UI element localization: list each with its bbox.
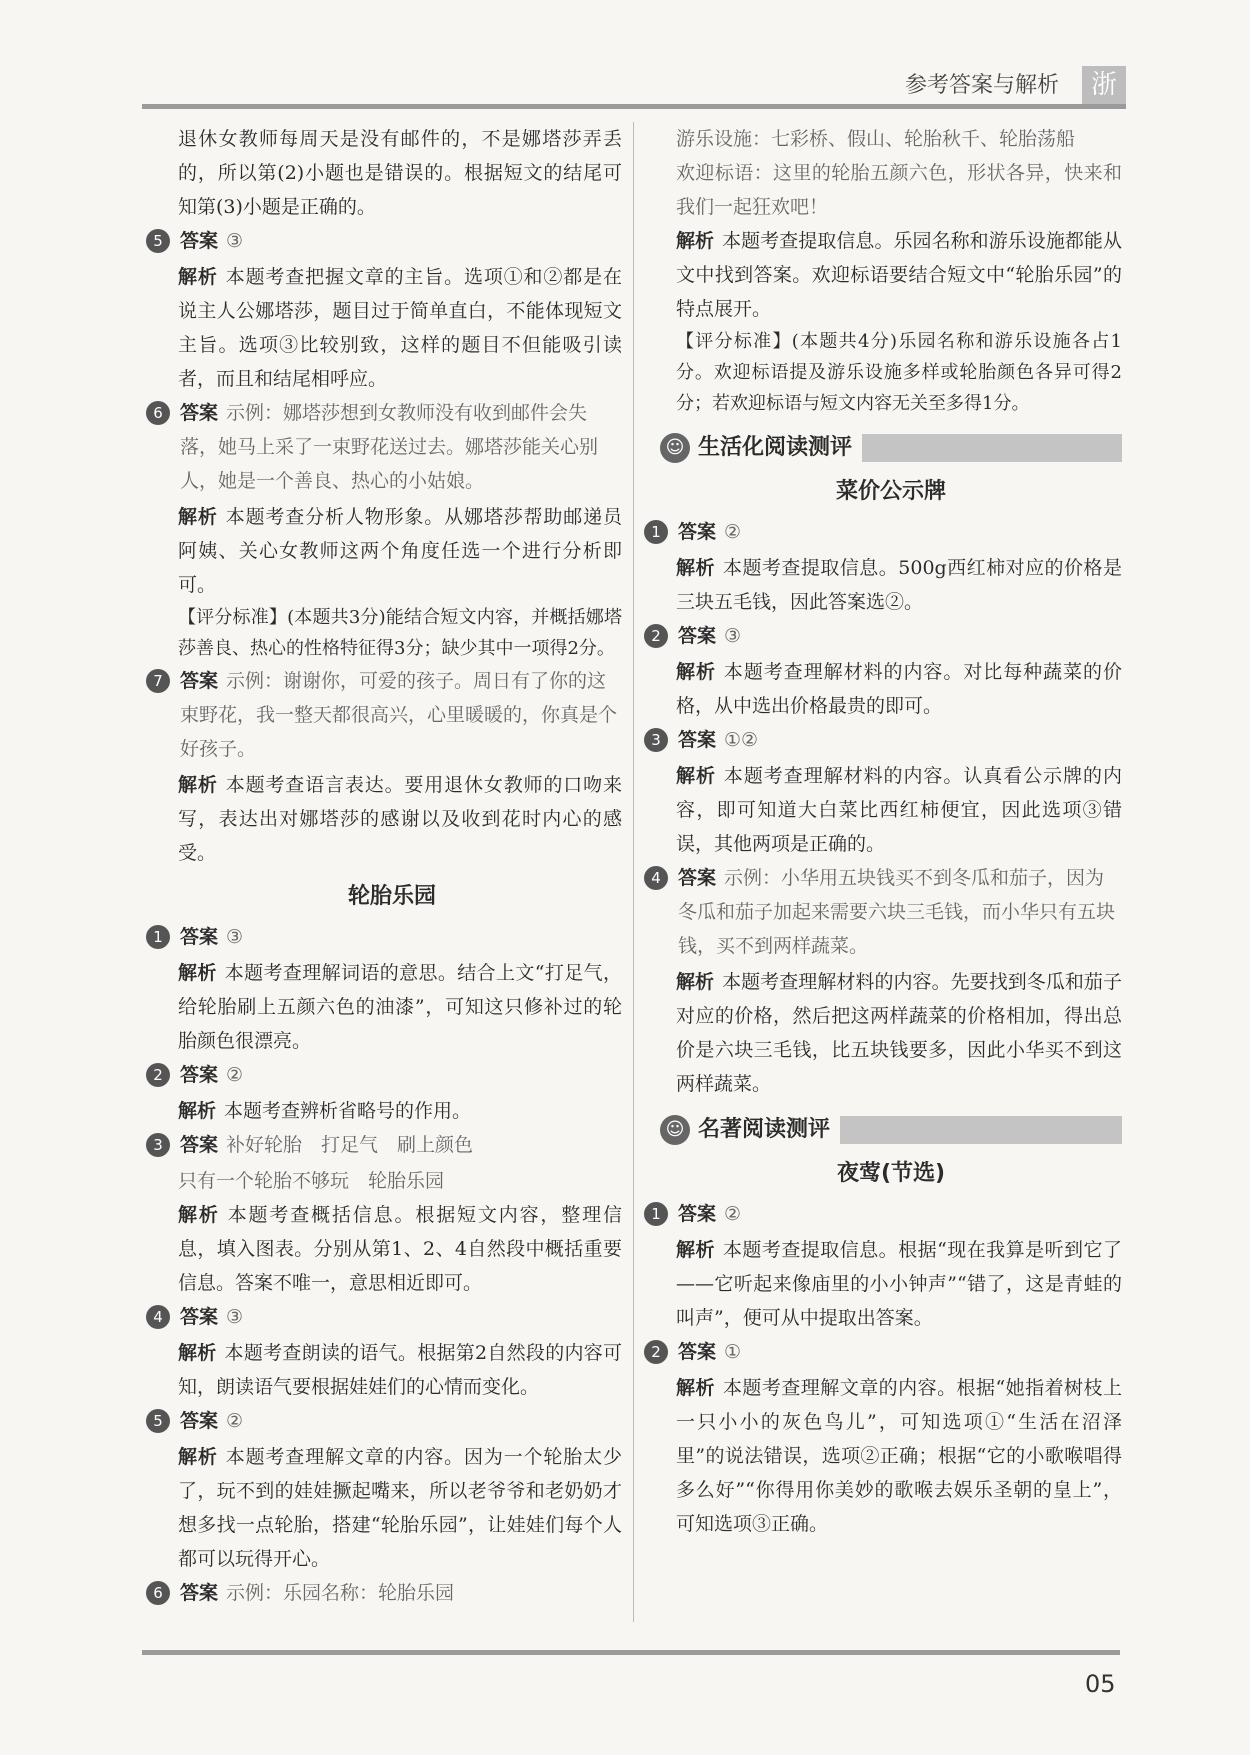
answer-item-s4 (153, 1300, 622, 1334)
answer-text: 示例：谢谢你，可爱的孩子。周日有了你的这束野花，我一整天都很高兴，心里暖暖的，你真是个好孩子。 (180, 670, 618, 760)
answer-item-q7 (153, 664, 622, 766)
answer-item-q5 (153, 224, 622, 258)
analysis-label: 解析 (178, 1342, 217, 1364)
analysis-text: 本题考查理解材料的内容。对比每种蔬菜的价格，从中选出价格最贵的即可。 (676, 661, 1122, 717)
answer-label: 答案 (180, 402, 219, 424)
page-number: 05 (1085, 1670, 1116, 1698)
left-column (153, 122, 622, 1612)
answer-item-c4 (651, 861, 1122, 963)
answer-label: 答案 (180, 926, 219, 948)
banner-title: 生活化阅读测评 (698, 435, 853, 460)
analysis-text: 本题考查提取信息。根据“现在我算是听到它了——它听起来像庙里的小小钟声”“错了，这是青蛙的叫声”，便可从中提取出答案。 (676, 1239, 1122, 1329)
banner-bar (840, 1116, 1122, 1144)
answer-label: 答案 (678, 625, 717, 647)
continued-answer-facilities: 游乐设施：七彩桥、假山、轮胎秋千、轮胎荡船 (676, 128, 1076, 150)
number-badge: 2 (644, 1340, 668, 1364)
number-badge: 6 (146, 1581, 170, 1605)
answer-label: 答案 (180, 1064, 219, 1086)
analysis-label: 解析 (676, 661, 716, 683)
banner-bar (862, 434, 1122, 462)
section-title-nightingale: 夜莺(节选) (836, 1161, 946, 1186)
section-title-price-board: 菜价公示牌 (835, 479, 946, 504)
answer-item-c1 (651, 515, 1122, 549)
answer-text: ② (724, 1203, 742, 1225)
answer-item-q6 (153, 396, 622, 498)
answer-text: 示例：娜塔莎想到女教师没有收到邮件会失落，她马上采了一束野花送过去。娜塔莎能关心别人，她是一个善良、热心的小姑娘。 (180, 402, 599, 492)
analysis-text: 本题考查提取信息。500g西红柿对应的价格是三块五毛钱，因此答案选②。 (676, 557, 1122, 613)
answer-item-s5 (153, 1404, 622, 1438)
answer-label: 答案 (180, 230, 219, 252)
answer-label: 答案 (180, 1306, 219, 1328)
analysis-label: 解析 (178, 1100, 217, 1122)
number-badge: 1 (644, 1202, 668, 1226)
province-badge: 浙 (1082, 66, 1126, 104)
analysis-text: 本题考查理解材料的内容。认真看公示牌的内容，即可知道大白菜比西红柿便宜，因此选项③错误，其他两项是正确的。 (676, 765, 1122, 855)
analysis-text: 本题考查语言表达。要用退休女教师的口吻来写，表达出对娜塔莎的感谢以及收到花时内心的感受。 (178, 774, 622, 864)
answer-text: ③ (724, 625, 742, 647)
analysis-text: 本题考查理解文章的内容。根据“她指着树枝上一只小小的灰色鸟儿”，可知选项①“生活在沼泽里”的说法错误，选项②正确；根据“它的小歌喉唱得多么好”“你得用你美妙的歌喉去娱乐圣朝的皇上”，可知选项③正确。 (676, 1377, 1122, 1535)
answer-label: 答案 (180, 1134, 219, 1156)
number-badge: 6 (146, 401, 170, 425)
answer-item-s1 (153, 920, 622, 954)
answer-item-c2 (651, 619, 1122, 653)
answer-text: ③ (226, 1306, 244, 1328)
continued-answer-slogan: 欢迎标语：这里的轮胎五颜六色，形状各异，快来和我们一起狂欢吧！ (676, 162, 1122, 218)
answer-text: ③ (226, 230, 244, 252)
answer-item-n1 (651, 1197, 1122, 1231)
answer-label: 答案 (678, 1203, 717, 1225)
section-title-tire-park: 轮胎乐园 (347, 884, 436, 909)
top-divider (142, 104, 1126, 109)
answer-label: 答案 (678, 521, 717, 543)
banner-title: 名著阅读测评 (698, 1117, 831, 1142)
scoring-standard: 【评分标准】(本题共3分)能结合短文内容，并概括娜塔莎善良、热心的性格特征得3分；缺少其中一项得2分。 (178, 607, 622, 659)
header-title: 参考答案与解析 (905, 73, 1060, 98)
answer-item-s6 (153, 1576, 622, 1610)
intro-paragraph: 退休女教师每周天是没有邮件的，不是娜塔莎弄丢的，所以第(2)小题也是错误的。根据短文的结尾可知第(3)小题是正确的。 (178, 128, 622, 218)
answer-text-line2: 只有一个轮胎不够玩 轮胎乐园 (178, 1170, 445, 1192)
analysis-label: 解析 (676, 765, 716, 787)
answer-label: 答案 (180, 1582, 219, 1604)
analysis-text: 本题考查把握文章的主旨。选项①和②都是在说主人公娜塔莎，题目过于简单直白，不能体现短文主旨。选项③比较别致，这样的题目不但能吸引读者，而且和结尾相呼应。 (178, 266, 622, 390)
answer-item-n2 (651, 1335, 1122, 1369)
analysis-label: 解析 (676, 1239, 715, 1261)
answer-text: ① (724, 1341, 742, 1363)
bottom-divider (142, 1650, 1120, 1655)
reader-icon: ☺ (660, 1115, 690, 1145)
number-badge: 5 (146, 229, 170, 253)
number-badge: 1 (644, 520, 668, 544)
analysis-text: 本题考查分析人物形象。从娜塔莎帮助邮递员阿姨、关心女教师这两个角度任选一个进行分析即可。 (178, 506, 622, 596)
analysis-text: 本题考查理解材料的内容。先要找到冬瓜和茄子对应的价格，然后把这两样蔬菜的价格相加，得出总价是六块三毛钱，比五块钱要多，因此小华买不到这两样蔬菜。 (676, 971, 1122, 1095)
answer-text: 补好轮胎 打足气 刷上颜色 (226, 1134, 474, 1156)
analysis-text: 本题考查理解词语的意思。结合上文“打足气，给轮胎刷上五颜六色的油漆”，可知这只修补过的轮胎颜色很漂亮。 (178, 962, 622, 1052)
answer-text: 示例：小华用五块钱买不到冬瓜和茄子，因为冬瓜和茄子加起来需要六块三毛钱，而小华只有五块钱，买不到两样蔬菜。 (678, 867, 1116, 957)
answer-item-c3 (651, 723, 1122, 757)
answer-label: 答案 (678, 1341, 717, 1363)
number-badge: 4 (146, 1305, 170, 1329)
analysis-label: 解析 (178, 506, 218, 528)
analysis-text: 本题考查朗读的语气。根据第2自然段的内容可知，朗读语气要根据娃娃们的心情而变化。 (178, 1342, 622, 1398)
answer-label: 答案 (180, 1410, 219, 1432)
answer-text: ①② (724, 729, 759, 751)
answer-text: ② (226, 1064, 244, 1086)
analysis-text: 本题考查理解文章的内容。因为一个轮胎太少了，玩不到的娃娃撅起嘴来，所以老爷爷和老奶奶才想多找一点轮胎，搭建“轮胎乐园”，让娃娃们每个人都可以玩得开心。 (178, 1446, 622, 1570)
scoring-standard: 【评分标准】(本题共4分)乐园名称和游乐设施各占1分。欢迎标语提及游乐设施多样或轮胎颜色各异可得2分；若欢迎标语与短文内容无关至多得1分。 (676, 331, 1122, 414)
analysis-text: 本题考查辨析省略号的作用。 (224, 1100, 472, 1122)
analysis-label: 解析 (178, 266, 218, 288)
number-badge: 3 (146, 1133, 170, 1157)
reader-icon: ☺ (660, 433, 690, 463)
analysis-label: 解析 (178, 962, 217, 984)
answer-item-s3 (153, 1128, 622, 1162)
analysis-label: 解析 (676, 1377, 715, 1399)
answer-text: ② (724, 521, 742, 543)
section-banner-classics-reading (660, 1113, 1122, 1147)
right-column (651, 122, 1122, 1541)
analysis-text: 本题考查提取信息。乐园名称和游乐设施都能从文中找到答案。欢迎标语要结合短文中“轮胎乐园”的特点展开。 (676, 230, 1122, 320)
analysis-label: 解析 (676, 971, 715, 993)
analysis-label: 解析 (676, 230, 715, 252)
number-badge: 4 (644, 866, 668, 890)
answer-text: ③ (226, 926, 244, 948)
number-badge: 5 (146, 1409, 170, 1433)
answer-label: 答案 (180, 670, 219, 692)
number-badge: 2 (146, 1063, 170, 1087)
number-badge: 3 (644, 728, 668, 752)
answer-text: ② (226, 1410, 244, 1432)
analysis-text: 本题考查概括信息。根据短文内容，整理信息，填入图表。分别从第1、2、4自然段中概括重要信息。答案不唯一，意思相近即可。 (178, 1204, 622, 1294)
analysis-label: 解析 (178, 774, 218, 796)
analysis-label: 解析 (178, 1204, 220, 1226)
number-badge: 1 (146, 925, 170, 949)
answer-text: 示例：乐园名称：轮胎乐园 (226, 1582, 455, 1604)
column-divider (633, 122, 634, 1622)
answer-item-s2 (153, 1058, 622, 1092)
number-badge: 7 (146, 669, 170, 693)
analysis-label: 解析 (676, 557, 715, 579)
answer-label: 答案 (678, 867, 717, 889)
section-banner-life-reading (660, 431, 1122, 465)
analysis-label: 解析 (178, 1446, 218, 1468)
answer-label: 答案 (678, 729, 717, 751)
number-badge: 2 (644, 624, 668, 648)
